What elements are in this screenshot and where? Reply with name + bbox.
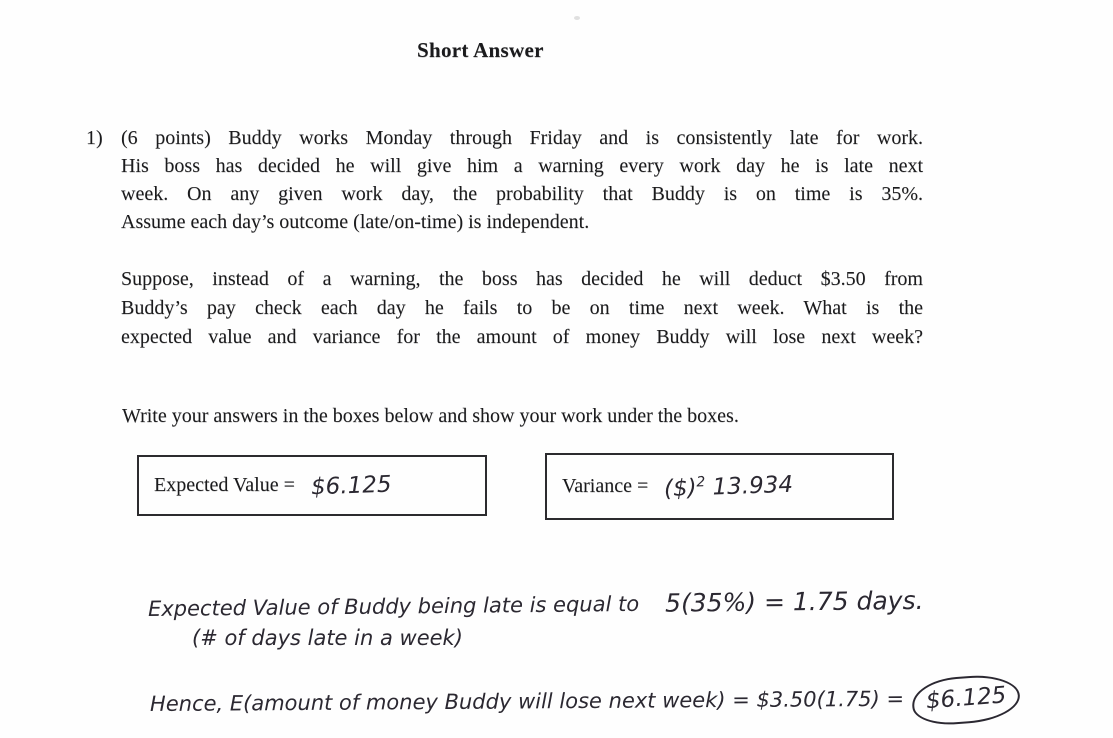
circled-final-answer: $6.125 <box>910 672 1022 727</box>
page-title: Short Answer <box>417 38 544 62</box>
paragraph-line: His boss has decided he will give him a warning every work day he is late next <box>121 155 923 177</box>
paragraph-line: Buddy’s pay check each day he fails to be on time next week. What is the <box>121 297 923 319</box>
expected-value-label: Expected Value = <box>154 474 295 496</box>
paragraph-line: week. On any given work day, the probability that Buddy is on time is 35%. <box>121 183 923 205</box>
work-line-3-text: Hence, E(amount of money Buddy will lose next week) = $3.50(1.75) = <box>149 686 905 717</box>
work-line-3 <box>150 676 1021 729</box>
paragraph-line: Suppose, instead of a warning, the boss has decided he will deduct $3.50 from <box>121 268 923 290</box>
expected-value-answer-box <box>137 455 487 516</box>
variance-units: ($) <box>663 474 698 502</box>
scan-artifact-dot <box>574 16 580 20</box>
work-line-1-text: Expected Value of Buddy being late is equal to <box>147 591 640 622</box>
instruction-text: Write your answers in the boxes below and show your work under the boxes. <box>122 405 739 427</box>
work-line-2: (# of days late in a week) <box>192 626 463 650</box>
variance-exponent: 2 <box>696 473 706 490</box>
paragraph-line: Assume each day’s outcome (late/on-time) is independent. <box>121 211 590 233</box>
variance-answer-box <box>545 453 894 520</box>
variance-handwritten <box>664 471 794 501</box>
paragraph-line: expected value and variance for the amount of money Buddy will lose next week? <box>121 326 923 348</box>
question-1-block <box>86 124 923 236</box>
question-number: 1) <box>86 127 103 149</box>
variance-number: 13.934 <box>712 471 794 501</box>
paragraph-line: (6 points) Buddy works Monday through Friday and is consistently late for work. <box>121 127 923 149</box>
work-line-1-math: 5(35%) = 1.75 days. <box>664 585 924 618</box>
work-line-1 <box>148 585 924 622</box>
variance-label: Variance = <box>562 475 649 497</box>
question-paragraph-1 <box>121 124 923 236</box>
question-paragraph-2 <box>121 265 923 352</box>
expected-value-handwritten: $6.125 <box>310 471 392 500</box>
